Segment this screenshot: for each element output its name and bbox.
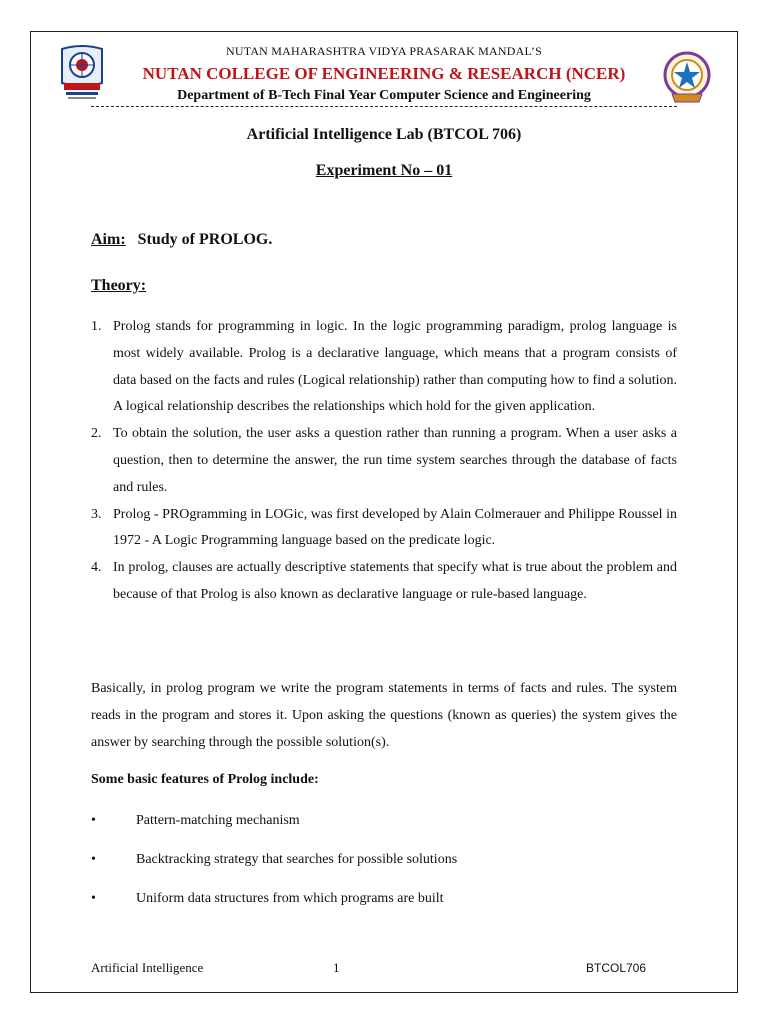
footer-page-number: 1 [333, 960, 340, 975]
list-item-number: 1. [91, 319, 102, 334]
list-item-text: Prolog stands for programming in logic. In the logic programming paradigm, prolog language is most widely available. Prolog is a declarative language, which means that a program consists of data based on the facts and rules (Logical relationship) rather than computing how to find a solution. A logical relationship describes the relationships which hold for the given application. [113, 319, 677, 415]
list-item [91, 502, 677, 556]
theory-list [91, 314, 677, 609]
list-item-text: Prolog - PROgramming in LOGic, was first developed by Alain Colmerauer and Philippe Roussel in 1972 - A Logic Programming language based on the predicate logic. [113, 506, 677, 549]
aim-text: Study of PROLOG. [137, 231, 273, 248]
bullet-icon: • [91, 852, 96, 867]
list-item-text: In prolog, clauses are actually descriptive statements that specify what is true about the problem and because of that Prolog is also known as declarative language or rule-based language. [113, 560, 677, 602]
list-item-number: 4. [91, 560, 102, 576]
theory-heading: Theory: [91, 277, 147, 294]
theory-paragraph: Basically, in prolog program we write the program statements in terms of facts and rules. The system reads in the program and stores it. Upon asking the questions (known as queries) the system gives the answer by searching through the possible solution(s). [91, 681, 677, 750]
footer-subject: Artificial Intelligence [91, 960, 204, 975]
experiment-number: Experiment No – 01 [315, 162, 453, 179]
list-item [91, 555, 677, 609]
lab-title: Artificial Intelligence Lab (BTCOL 706) [246, 126, 522, 143]
bullet-icon: • [91, 891, 96, 906]
header-divider [91, 106, 677, 107]
list-item [91, 314, 677, 421]
list-item-number: 3. [91, 506, 102, 522]
list-item [91, 421, 677, 501]
college-name: NUTAN COLLEGE OF ENGINEERING & RESEARCH (NCER) [142, 64, 626, 83]
bullet-icon: • [91, 813, 96, 828]
aim-label: Aim: [91, 231, 126, 248]
feature-text: Uniform data structures from which programs are built [136, 891, 444, 906]
list-item-text: To obtain the solution, the user asks a question rather than running a program. When a user asks a question, then to determine the answer, the run time system searches through the database of facts and rules. [113, 426, 677, 495]
department-name: Department of B-Tech Final Year Computer Science and Engineering [177, 88, 591, 103]
feature-text: Backtracking strategy that searches for possible solutions [136, 852, 458, 867]
aim-line [91, 231, 272, 249]
list-item-number: 2. [91, 426, 102, 442]
org-name: NUTAN MAHARASHTRA VIDYA PRASARAK MANDAL’S [226, 44, 542, 58]
footer-course-code: BTCOL706 [586, 961, 647, 975]
features-heading: Some basic features of Prolog include: [91, 772, 319, 787]
feature-text: Pattern-matching mechanism [136, 813, 300, 828]
